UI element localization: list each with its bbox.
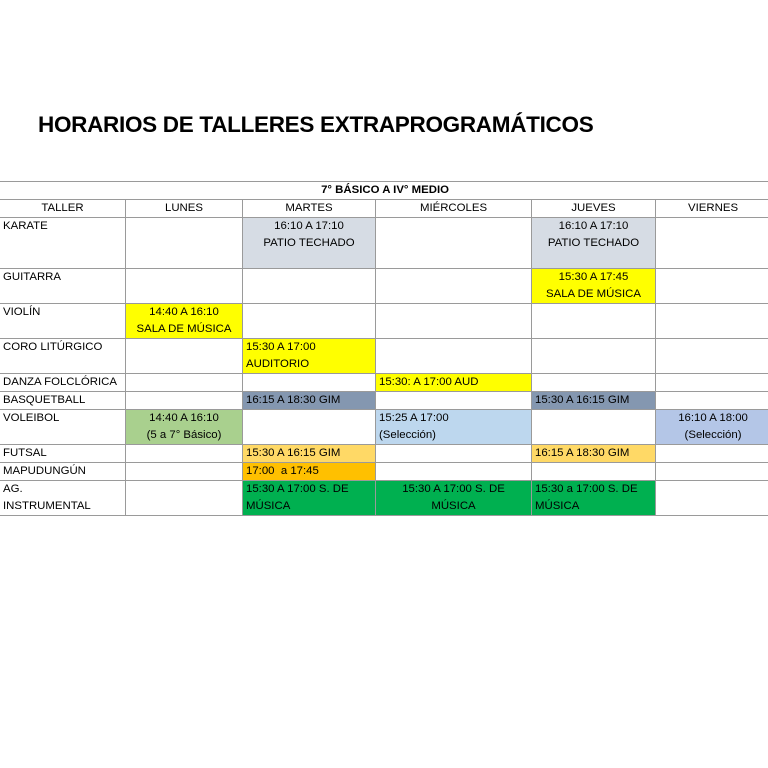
empty-cell bbox=[656, 304, 768, 339]
empty-cell bbox=[376, 304, 532, 339]
taller-name: MAPUDUNGÚN bbox=[0, 463, 126, 481]
empty-cell bbox=[243, 410, 376, 445]
cell-line: MÚSICA bbox=[431, 500, 476, 512]
taller-name: CORO LITÚRGICO bbox=[0, 339, 126, 374]
column-header-row bbox=[0, 200, 768, 218]
empty-cell bbox=[532, 304, 656, 339]
taller-name: KARATE bbox=[0, 218, 126, 269]
schedule-cell: 15:30 A 16:15 GIM bbox=[532, 392, 656, 410]
empty-cell bbox=[376, 269, 532, 304]
schedule-cell bbox=[656, 410, 768, 445]
header-jueves: JUEVES bbox=[532, 200, 656, 218]
cell-line: (5 a 7° Básico) bbox=[146, 429, 222, 441]
table-row bbox=[0, 445, 768, 463]
table-row bbox=[0, 463, 768, 481]
schedule-cell bbox=[376, 410, 532, 445]
cell-line: SALA DE MÚSICA bbox=[136, 323, 232, 335]
cell-line: MÚSICA bbox=[535, 500, 580, 512]
empty-cell bbox=[126, 481, 243, 516]
taller-name: BASQUETBALL bbox=[0, 392, 126, 410]
schedule-cell: 15:30 A 16:15 GIM bbox=[243, 445, 376, 463]
taller-name-line: INSTRUMENTAL bbox=[3, 500, 91, 512]
cell-line: PATIO TECHADO bbox=[547, 237, 640, 249]
empty-cell bbox=[656, 445, 768, 463]
header-miercoles: MIÉRCOLES bbox=[376, 200, 532, 218]
table-row bbox=[0, 218, 768, 269]
taller-name-line: AG. bbox=[3, 483, 23, 495]
schedule-cell: 16:15 A 18:30 GIM bbox=[243, 392, 376, 410]
empty-cell bbox=[376, 463, 532, 481]
empty-cell bbox=[376, 218, 532, 269]
cell-line: 15:30 a 17:00 S. DE bbox=[535, 483, 638, 495]
table-row bbox=[0, 410, 768, 445]
empty-cell bbox=[126, 374, 243, 392]
empty-cell bbox=[656, 269, 768, 304]
empty-cell bbox=[656, 218, 768, 269]
cell-line: 16:10 A 17:10 bbox=[274, 220, 344, 232]
table-row bbox=[0, 392, 768, 410]
table-row bbox=[0, 339, 768, 374]
header-martes: MARTES bbox=[243, 200, 376, 218]
empty-cell bbox=[376, 339, 532, 374]
schedule-cell bbox=[532, 481, 656, 516]
cell-line: MÚSICA bbox=[246, 500, 291, 512]
empty-cell bbox=[126, 339, 243, 374]
empty-cell bbox=[243, 304, 376, 339]
cell-line: 15:30 A 17:45 bbox=[558, 271, 629, 283]
schedule-cell bbox=[243, 481, 376, 516]
empty-cell bbox=[376, 392, 532, 410]
cell-line: AUDITORIO bbox=[246, 358, 310, 370]
empty-cell bbox=[126, 445, 243, 463]
schedule-cell bbox=[243, 218, 376, 269]
table-row bbox=[0, 269, 768, 304]
taller-name: GUITARRA bbox=[0, 269, 126, 304]
taller-name: VIOLÍN bbox=[0, 304, 126, 339]
schedule-cell: 17:00 a 17:45 bbox=[243, 463, 376, 481]
cell-line: 15:30 A 17:00 bbox=[246, 341, 316, 353]
group-header-row bbox=[0, 182, 768, 200]
empty-cell bbox=[532, 339, 656, 374]
table-row bbox=[0, 374, 768, 392]
cell-line: (Selección) bbox=[379, 429, 436, 441]
schedule-cell bbox=[126, 410, 243, 445]
schedule-cell: 16:15 A 18:30 GIM bbox=[532, 445, 656, 463]
cell-line: (Selección) bbox=[684, 429, 742, 441]
cell-line: 14:40 A 16:10 bbox=[149, 306, 219, 318]
cell-line: 15:30 A 17:00 S. DE bbox=[246, 483, 349, 495]
cell-line: 14:40 A 16:10 bbox=[149, 412, 219, 424]
cell-line: 15:25 A 17:00 bbox=[379, 412, 449, 424]
schedule-cell: 15:30: A 17:00 AUD bbox=[376, 374, 532, 392]
group-header: 7° BÁSICO A IV° MEDIO bbox=[0, 182, 768, 200]
cell-line: 16:10 A 17:10 bbox=[558, 220, 629, 232]
header-taller: TALLER bbox=[0, 200, 126, 218]
header-viernes: VIERNES bbox=[656, 200, 768, 218]
taller-name bbox=[0, 481, 126, 516]
empty-cell bbox=[243, 269, 376, 304]
empty-cell bbox=[656, 392, 768, 410]
empty-cell bbox=[532, 410, 656, 445]
empty-cell bbox=[532, 463, 656, 481]
schedule-table bbox=[0, 181, 768, 516]
empty-cell bbox=[656, 374, 768, 392]
taller-name: FUTSAL bbox=[0, 445, 126, 463]
schedule-cell bbox=[126, 304, 243, 339]
schedule-cell bbox=[376, 481, 532, 516]
cell-line: 16:10 A 18:00 bbox=[678, 412, 748, 424]
empty-cell bbox=[656, 463, 768, 481]
empty-cell bbox=[126, 392, 243, 410]
empty-cell bbox=[126, 269, 243, 304]
header-lunes: LUNES bbox=[126, 200, 243, 218]
table-row bbox=[0, 481, 768, 516]
empty-cell bbox=[243, 374, 376, 392]
table-row bbox=[0, 304, 768, 339]
taller-name: VOLEIBOL bbox=[0, 410, 126, 445]
empty-cell bbox=[656, 481, 768, 516]
schedule-cell bbox=[243, 339, 376, 374]
cell-line: PATIO TECHADO bbox=[263, 237, 355, 249]
cell-line: SALA DE MÚSICA bbox=[546, 288, 641, 300]
empty-cell bbox=[126, 463, 243, 481]
empty-cell bbox=[376, 445, 532, 463]
schedule-cell bbox=[532, 218, 656, 269]
taller-name: DANZA FOLCLÓRICA bbox=[0, 374, 126, 392]
page-title: HORARIOS DE TALLERES EXTRAPROGRAMÁTICOS bbox=[38, 112, 594, 137]
cell-line: 15:30 A 17:00 S. DE bbox=[402, 483, 505, 495]
empty-cell bbox=[126, 218, 243, 269]
schedule-cell bbox=[532, 269, 656, 304]
empty-cell bbox=[656, 339, 768, 374]
empty-cell bbox=[532, 374, 656, 392]
